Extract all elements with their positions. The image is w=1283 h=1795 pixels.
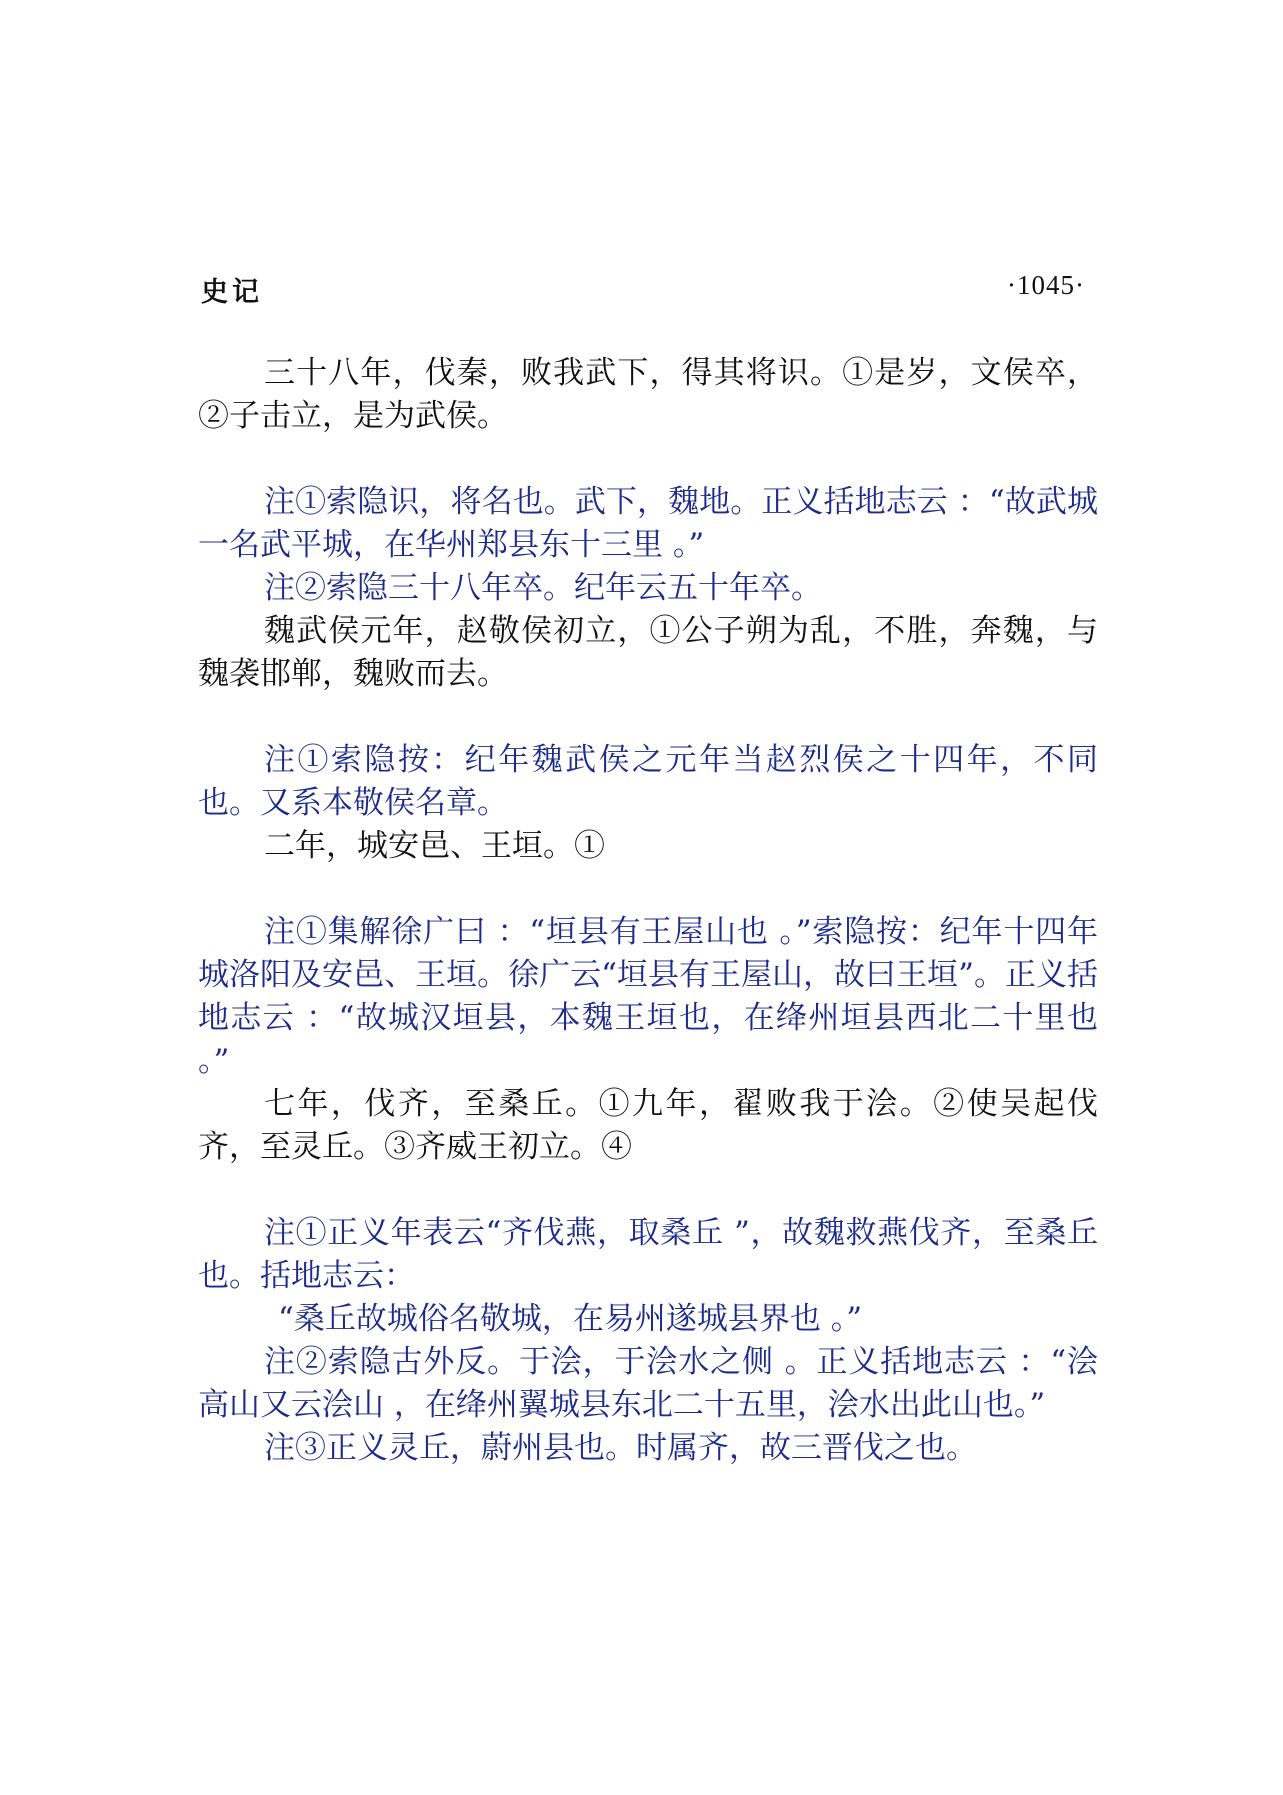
annotation-paragraph: 注②索隐古外反。于浍，于浍水之侧 。正义括地志云 ：“浍高山又云浍山 ，在绛州翼城县东北二十五里，浍水出此山也。” [198,1344,1098,1423]
annotation-paragraph: 注②索隐三十八年卒。纪年云五十年卒。 [264,570,822,606]
book-title: 史记 [201,277,263,308]
main-text-paragraph: 二年，城安邑、王垣。① [264,828,605,864]
annotation-paragraph: 注①集解徐广曰 ：“垣县有王屋山也 。”索隐按：纪年十四年城洛阳及安邑、王垣。徐广云“垣县有王屋山，故曰王垣”。正义括地志云 ：“故城汉垣县，本魏王垣也，在绛州垣县西北二十里也 。” [198,914,1098,1079]
page-body [198,352,1098,1470]
annotation-paragraph: 注③正义灵丘，蔚州县也。时属齐，故三晋伐之也。 [264,1430,977,1466]
annotation-paragraph: 注①索隐按：纪年魏武侯之元年当赵烈侯之十四年，不同也。又系本敬侯名章。 [198,742,1098,821]
main-text-paragraph: 七年，伐齐，至桑丘。①九年，翟败我于浍。②使吴起伐齐，至灵丘。③齐威王初立。④ [198,1086,1098,1165]
annotation-paragraph: 注①索隐识，将名也。武下，魏地。正义括地志云 ：“故武城一名武平城，在华州郑县东十三里 。” [198,484,1098,563]
page-header [198,270,1085,310]
main-text-paragraph: 魏武侯元年，赵敬侯初立，①公子朔为乱，不胜，奔魏，与魏袭邯郸，魏败而去。 [198,613,1098,692]
main-text-paragraph: 三十八年，伐秦，败我武下，得其将识。①是岁，文侯卒，②子击立，是为武侯。 [198,355,1098,434]
annotation-quote: “桑丘故城俗名敬城，在易州遂城县界也 。” [278,1301,863,1337]
annotation-paragraph: 注①正义年表云“齐伐燕，取桑丘 ”，故魏救燕伐齐，至桑丘也。括地志云： [198,1215,1098,1294]
page-number: ·1045· [1007,270,1085,300]
